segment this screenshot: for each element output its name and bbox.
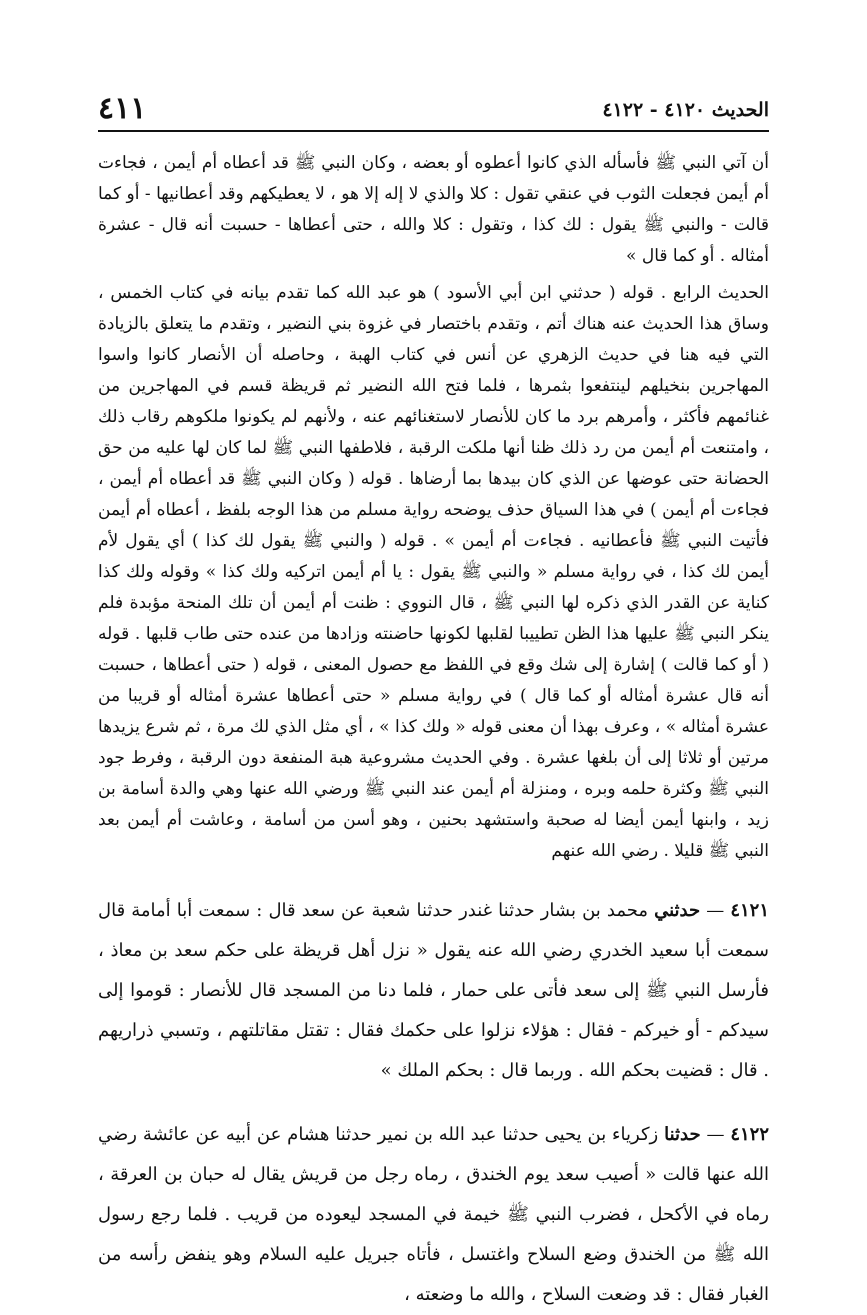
page-header (98, 88, 769, 124)
hadith-text: محمد بن بشار حدثنا غندر حدثنا شعبة عن سعد قال : سمعت أبا أمامة قال سمعت أبا سعيد الخدري رضي الله عنه يقول « نزل أهل قريظة على حكم سعد بن معاذ ، فأرسل النبي ﷺ إلى سعد فأتى على حمار ، فلما دنا من المسجد قال للأنصار : قوموا إلى سيدكم - أو خيركم - فقال : هؤلاء نزلوا على حكمك فقال : تقتل مقاتلتهم ، وتسبي ذراريهم . قال : قضيت بحكم الله . وربما قال : بحكم الملك » (98, 900, 769, 1081)
hadith-opening: حدثني (654, 900, 701, 921)
hadith-number: ٤١٢٢ (730, 1124, 769, 1145)
hadith-number: ٤١٢١ (730, 900, 769, 921)
hadith-text: زكرياء بن يحيى حدثنا عبد الله بن نمير حدثنا هشام عن أبيه عن عائشة رضي الله عنها قالت « أصيب سعد يوم الخندق ، رماه رجل من قريش يقال له حبان بن العرقة ، رماه في الأكحل ، فضرب النبي ﷺ خيمة في المسجد ليعوده من قريب . فلما رجع رسول الله ﷺ من الخندق وضع السلاح واغتسل ، فأتاه جبريل عليه السلام وهو ينفض رأسه من الغبار فقال : قد وضعت السلاح ، والله ما وضعته ، (98, 1124, 769, 1305)
hadith-range: الحديث ٤١٢٠ - ٤١٢٢ (602, 99, 769, 121)
page-number: ٤١١ (98, 91, 147, 126)
hadith-opening: حدثنا (664, 1124, 701, 1145)
hadith-4122: ٤١٢٢ — حدثنا زكرياء بن يحيى حدثنا عبد الله بن نمير حدثنا هشام عن أبيه عن عائشة رضي الله عنها قالت « أصيب سعد يوم الخندق ، رماه رجل من قريش يقال له حبان بن العرقة ، رماه في الأكحل ، فضرب النبي ﷺ خيمة في المسجد ليعوده من قريب . فلما رجع رسول الله ﷺ من الخندق وضع السلاح واغتسل ، فأتاه جبريل عليه السلام وهو ينفض رأسه من الغبار فقال : قد وضعت السلاح ، والله ما وضعته ، (98, 1124, 769, 1305)
main-text: أن آتي النبي ﷺ فأسأله الذي كانوا أعطوه أو بعضه ، وكان النبي ﷺ قد أعطاه أم أيمن ، فجاءت أم أيمن فجعلت الثوب في عنقي تقول : كلا والذي لا إله إلا هو ، لا يعطيكهم وقد أعطانيها - أو كما قالت - والنبي ﷺ يقول : لك كذا ، وتقول : كلا والله ، حتى أعطاها - حسبت أنه قال - عشرة أمثاله . أو كما قال » (98, 153, 769, 266)
commentary: الحديث الرابع . قوله ( حدثني ابن أبي الأسود ) هو عبد الله كما تقدم بيانه في كتاب الخمس ، وساق هذا الحديث عنه هناك أتم ، وتقدم باختصار في غزوة بني النضير ، وتقدم ما يتعلق بالزيادة التي فيه هنا في حديث الزهري عن أنس في كتاب الهبة ، وحاصله أن الأنصار كانوا واسوا المهاجرين بنخيلهم لينتفعوا بثمرها ، فلما فتح الله النضير ثم قريظة قسم في المهاجرين من غنائمهم فأكثر ، وأمرهم برد ما كان للأنصار لاستغنائهم عنه ، ولأنهم لم يكونوا ملكوهم رقاب ذلك ، وامتنعت أم أيمن من رد ذلك ظنا أنها ملكت الرقبة ، فلاطفها النبي ﷺ لما كان لها عليه من حق الحضانة حتى عوضها عن الذي كان بيدها بما أرضاها . قوله ( وكان النبي ﷺ قد أعطاه أم أيمن ، فجاءت أم أيمن ) في هذا السياق حذف يوضحه رواية مسلم من هذا الوجه بلفظ ، أعطاه أم أيمن فأتيت النبي ﷺ فأعطانيه . فجاءت أم أيمن » . قوله ( والنبي ﷺ يقول لك كذا ) أي يقول لأم أيمن لك كذا ، في رواية مسلم « والنبي ﷺ يقول : يا أم أيمن اتركيه ولك كذا » وقوله ولك كذا كناية عن القدر الذي ذكره لها النبي ﷺ ، قال النووي : ظنت أم أيمن أن تلك المنحة مؤبدة فلم ينكر النبي ﷺ عليها هذا الظن تطييبا لقلبها لكونها حاضنته وزادها من عنده حتى طاب قلبها . قوله ( أو كما قالت ) إشارة إلى شك وقع في اللفظ مع حصول المعنى ، قوله ( حتى أعطاها ، حسبت أنه قال عشرة أمثاله أو كما قال ) في رواية مسلم « حتى أعطاها عشرة أمثاله أو قريبا من عشرة أمثاله » ، وعرف بهذا أن معنى قوله « ولك كذا » ، أي مثل الذي لك مرة ، ثم شرع يزيدها مرتين أو ثلاثا إلى أن بلغها عشرة . وفي الحديث مشروعية هبة المنفعة دون الرقبة ، وفرط جود النبي ﷺ وكثرة حلمه وبره ، ومنزلة أم أيمن عند النبي ﷺ ورضي الله عنها وهي والدة أسامة بن زيد ، وابنها أيمن أيضا له صحبة واستشهد بحنين ، وهو أسن من أسامة ، وعاشت أم أيمن بعد النبي ﷺ قليلا . رضي الله عنهم (98, 283, 769, 861)
hadith-4121: ٤١٢١ — حدثني محمد بن بشار حدثنا غندر حدثنا شعبة عن سعد قال : سمعت أبا أمامة قال سمعت أبا سعيد الخدري رضي الله عنه يقول « نزل أهل قريظة على حكم سعد بن معاذ ، فأرسل النبي ﷺ إلى سعد فأتى على حمار ، فلما دنا من المسجد قال للأنصار : قوموا إلى سيدكم - أو خيركم - فقال : هؤلاء نزلوا على حكمك فقال : تقتل مقاتلتهم ، وتسبي ذراريهم . قال : قضيت بحكم الله . وربما قال : بحكم الملك » (98, 900, 769, 1081)
header-rule (98, 130, 769, 132)
